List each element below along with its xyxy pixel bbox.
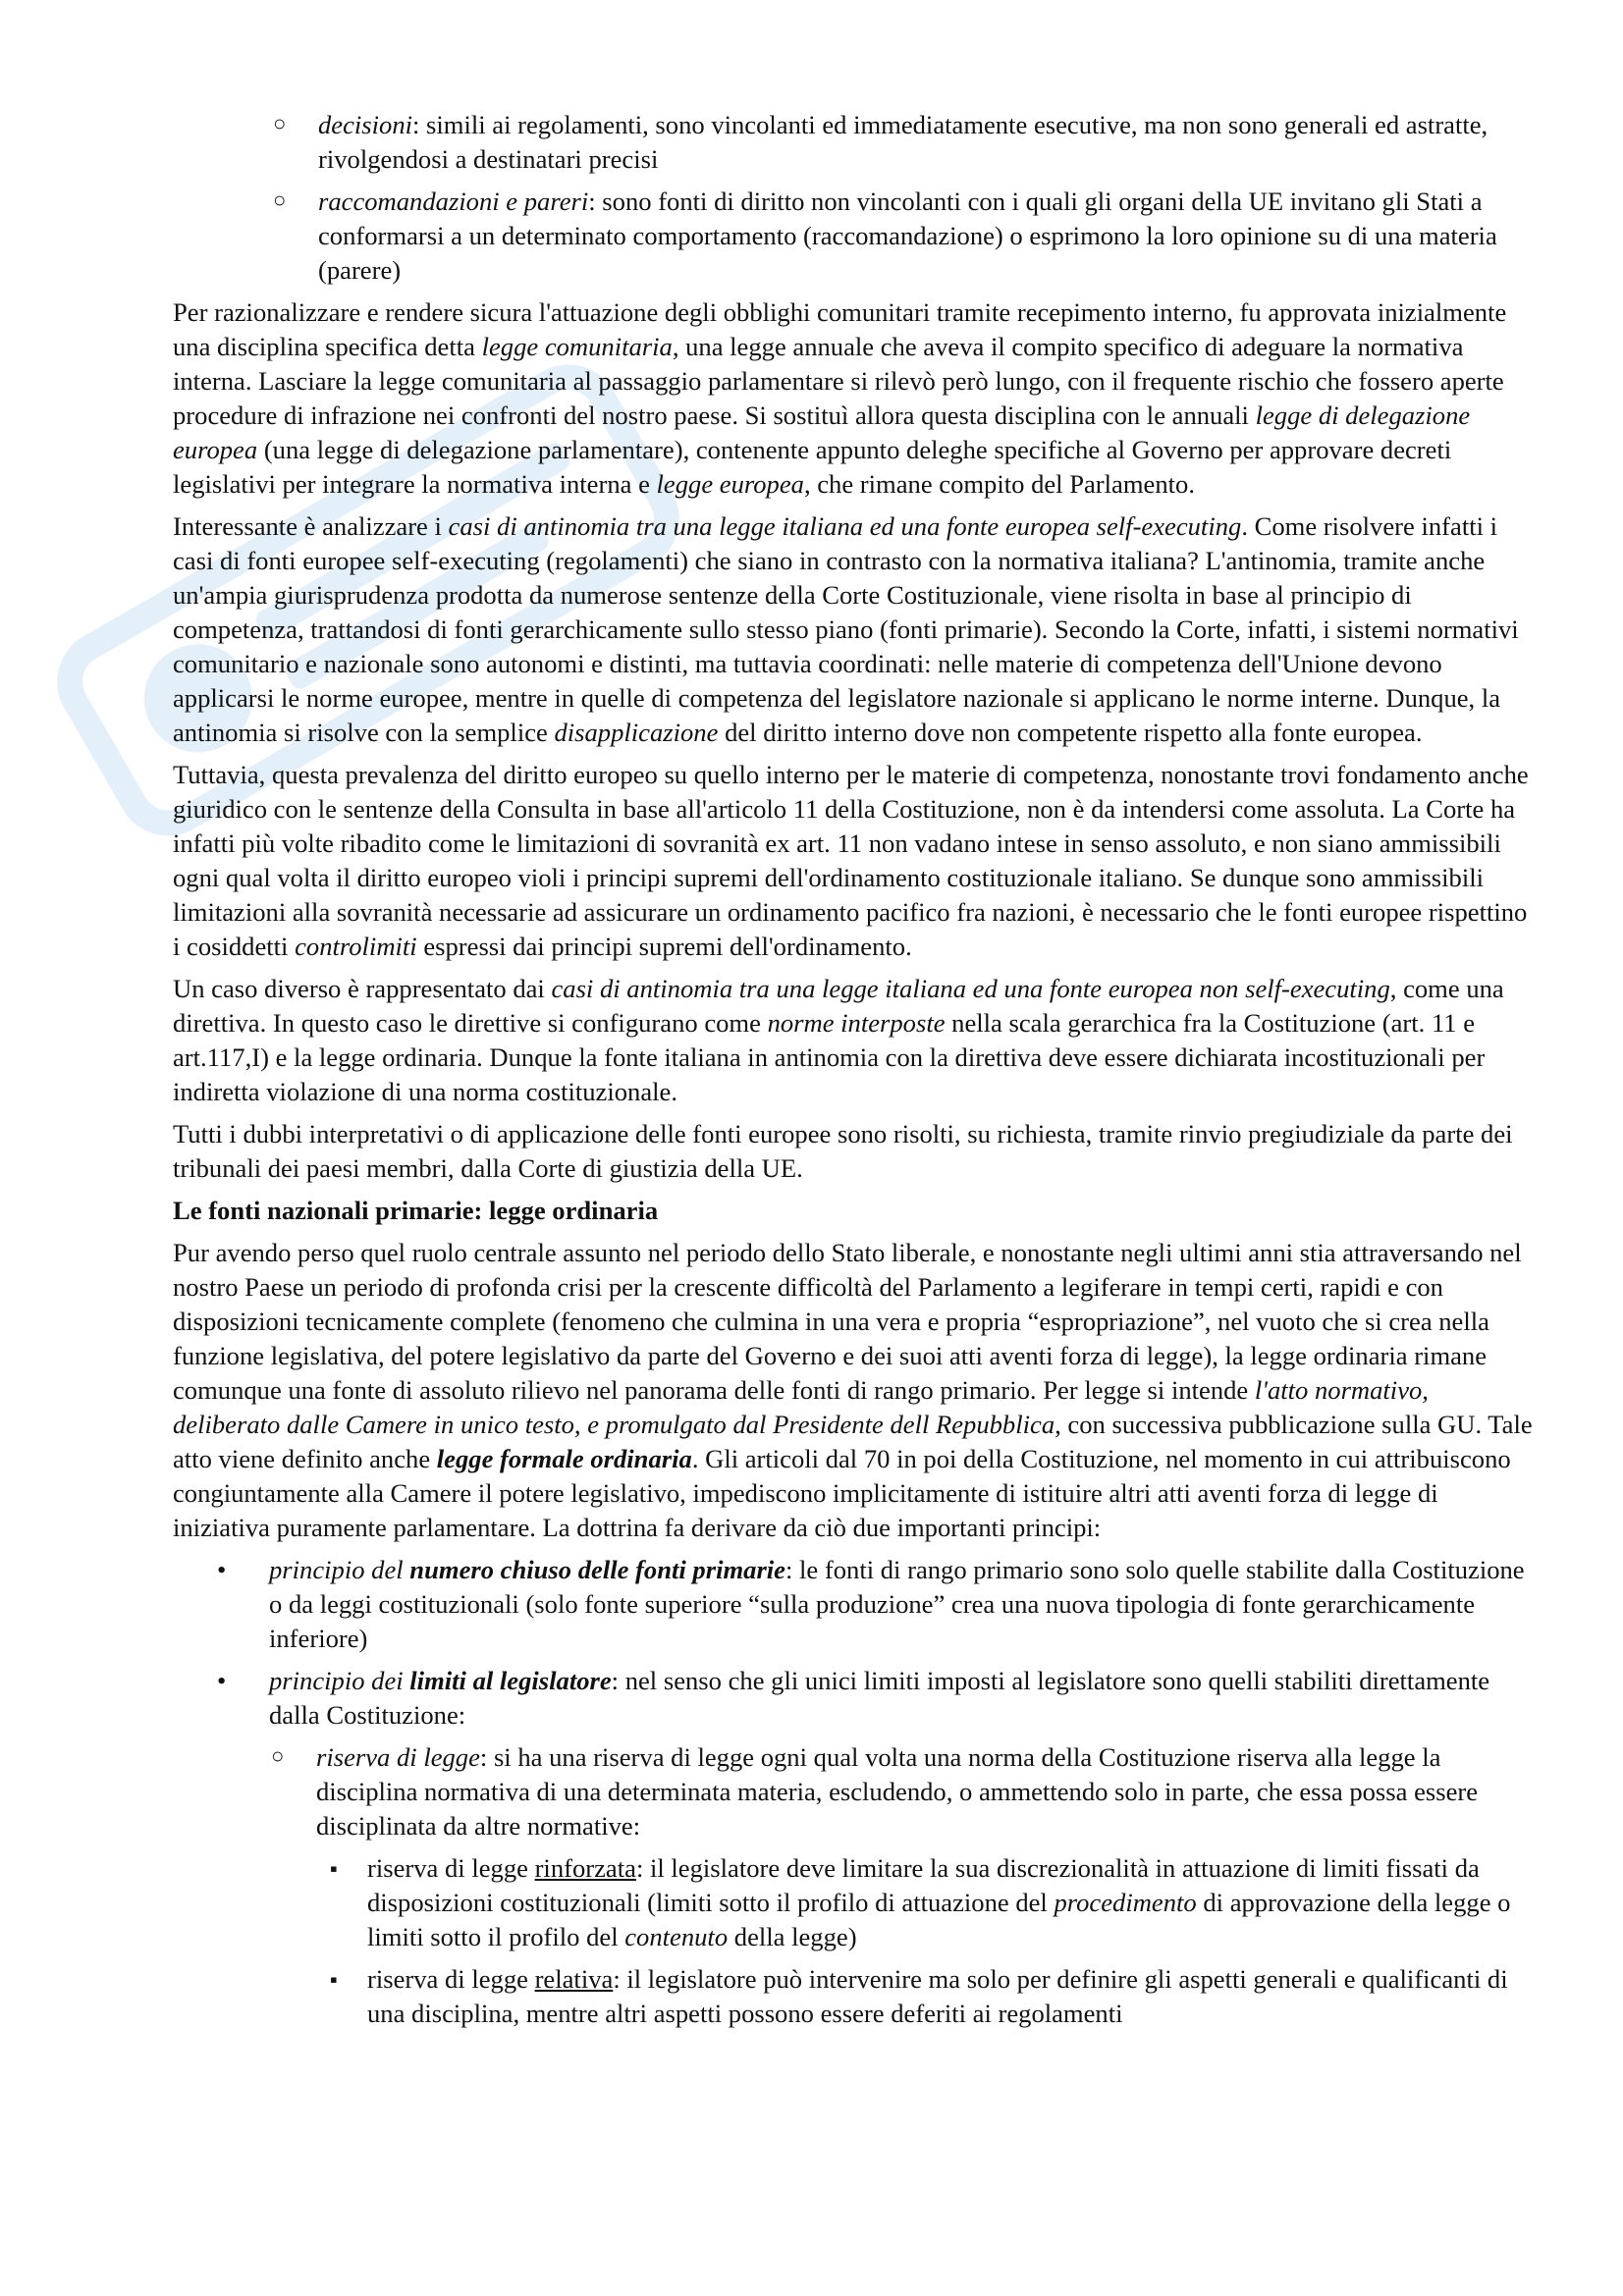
paragraph-legge-comunitaria: Per razionalizzare e rendere sicura l'attuazione degli obblighi comunitari tramite recepimento interno, fu approvata inizialmente una disciplina specifica detta legge comunitaria, una legge annuale che aveva il compito specifico di adeguare la normativa interna. Lasciare la legge comunitaria al passaggio parlamentare si rilevò però lungo, con il frequente rischio che fossero aperte procedure di infrazione nei confronti del nostro paese. Si sostituì allora questa disciplina con le annuali legge di delegazione europea (una legge di delegazione parlamentare), contenente appunto deleghe specifiche al Governo per approvare decreti legislativi per integrare la normativa interna e legge europea, che rimane compito del Parlamento. [173,297,1507,499]
list-item: • principio dei limiti al legislatore: nel senso che gli unici limiti imposti al legislatore sono quelli stabiliti direttamente dalla Costituzione: ○ riserva di legge: si ha una riserva di legge ogni qual volta una norma della Costituzione riserva alla legge la disciplina normativa di una determinata materia, escludendo, o ammettendo solo in parte, che essa possa essere disciplinata da altre normative: ▪ riserva di legge rinforzata: il legislatore deve limitare la sua discrezionalità in attuazione di limiti fissati da disposizioni costituzionali (limiti sotto il profilo di attuazione del procedimento di approvazione della legge o limiti sotto il profilo del contenuto della legge) ▪ riserva di legge relativa: il legislatore può intervenire ma solo per definire gli aspetti generali e qualificanti di una disciplina, mentre altri aspetti possono essere deferiti ai regolamenti [269,1664,1538,2031]
limits-list [316,1740,1538,2031]
list-item: • principio del numero chiuso delle fonti primarie: le fonti di rango primario sono solo quelle stabilite dalla Costituzione o da leggi costituzionali (solo fonte superiore “sulla produzione” crea una nuova tipologia di fonte gerarchicamente inferiore) [269,1553,1538,1656]
list-item: ▪ riserva di legge relativa: il legislatore può intervenire ma solo per definire gli aspetti generali e qualificanti di una disciplina, mentre altri aspetti possono essere deferiti ai regolamenti [367,1962,1538,2031]
paragraph-legge-ordinaria: Pur avendo perso quel ruolo centrale assunto nel periodo dello Stato liberale, e nonostante negli ultimi anni stia attraversando nel nostro Paese un periodo di profonda crisi per la crescente difficoltà del Parlamento a legiferare in tempi certi, rapidi e con disposizioni tecnicamente complete (fenomeno che culmina in una vera e propria “espropriazione”, nel vuoto che si crea nella funzione legislativa, del potere legislativo da parte del Governo e dei suoi atti aventi forza di legge), la legge ordinaria rimane comunque una fonte di assoluto rilievo nel panorama delle fonti di rango primario. Per legge si intende l'atto normativo, deliberato dalle Camere in unico testo, e promulgato dal Presidente dell Repubblica, con successiva pubblicazione sulla GU. Tale atto viene definito anche legge formale ordinaria. Gli articoli dal 70 in poi della Costituzione, nel momento in cui attribuiscono congiuntamente alla Camere il potere legislativo, impediscono implicitamente di istituire altri atti aventi forza di legge di iniziativa puramente parlamentare. La dottrina fa derivare da ciò due importanti principi: [173,1238,1533,1542]
riserva-types-list [367,1851,1538,2031]
paragraph-controlimiti: Tuttavia, questa prevalenza del diritto europeo su quello interno per le materie di competenza, nonostante trovi fondamento anche giuridico con le sentenze della Consulta in base all'articolo 11 della Costituzione, non è da intendersi come assoluta. La Corte ha infatti più volte ribadito come le limitazioni di sovranità ex art. 11 non vadano intese in senso assoluto, e non siano ammissibili ogni qual volta il diritto europeo violi i principi supremi dell'ordinamento costituzionale italiano. Se dunque sono ammissibili limitazioni alla sovranità necessarie ad assicurare un ordinamento pacifico fra nazioni, è necessario che le fonti europee rispettino i cosiddetti controlimiti espressi dai principi supremi dell'ordinamento. [173,760,1529,961]
principles-list [269,1553,1538,2031]
list-item: ▪ riserva di legge rinforzata: il legislatore deve limitare la sua discrezionalità in attuazione di limiti fissati da disposizioni costituzionali (limiti sotto il profilo di attuazione del procedimento di approvazione della legge o limiti sotto il profilo del contenuto della legge) [367,1851,1538,1954]
paragraph-antinomia-self-executing: Interessante è analizzare i casi di antinomia tra una legge italiana ed una fonte europea self-executing. Come risolvere infatti i casi di fonti europee self-executing (regolamenti) che siano in contrasto con la normativa italiana? L'antinomia, tramite anche un'ampia giurisprudenza prodotta da numerose sentenze della Corte Costituzionale, viene risolta in base al principio di competenza, trattandosi di fonti gerarchicamente sullo stesso piano (fonti primarie). Secondo la Corte, infatti, i sistemi normativi comunitario e nazionale sono autonomi e distinti, ma tuttavia coordinati: nelle materie di competenza dell'Unione devono applicarsi le norme europee, mentre in quelle di competenza del legislatore nazionale si applicano le norme interne. Dunque, la antinomia si risolve con la semplice disapplicazione del diritto interno dove non competente rispetto alla fonte europea. [173,511,1519,747]
act-type-list [318,108,1538,288]
list-item: ○ raccomandazioni e pareri: sono fonti di diritto non vincolanti con i quali gli organi della UE invitano gli Stati a conformarsi a un determinato comportamento (raccomandazione) o esprimono la loro opinione su di una materia (parere) [318,185,1538,288]
document-page [173,108,1538,2039]
section-heading: Le fonti nazionali primarie: legge ordinaria [173,1196,659,1225]
paragraph-rinvio-pregiudiziale: Tutti i dubbi interpretativi o di applicazione delle fonti europee sono risolti, su richiesta, tramite rinvio pregiudiziale da parte dei tribunali dei paesi membri, dalla Corte di giustizia della UE. [173,1119,1513,1183]
list-item: ○ decisioni: simili ai regolamenti, sono vincolanti ed immediatamente esecutive, ma non sono generali ed astratte, rivolgendosi a destinatari precisi [318,108,1538,177]
paragraph-non-self-executing: Un caso diverso è rappresentato dai casi di antinomia tra una legge italiana ed una fonte europea non self-executing, come una direttiva. In questo caso le direttive si configurano come norme interposte nella scala gerarchica fra la Costituzione (art. 11 e art.117,I) e la legge ordinaria. Dunque la fonte italiana in antinomia con la direttiva deve essere dichiarata incostituzionali per indiretta violazione di una norma costituzionale. [173,974,1504,1106]
list-item: ○ riserva di legge: si ha una riserva di legge ogni qual volta una norma della Costituzione riserva alla legge la disciplina normativa di una determinata materia, escludendo, o ammettendo solo in parte, che essa possa essere disciplinata da altre normative: ▪ riserva di legge rinforzata: il legislatore deve limitare la sua discrezionalità in attuazione di limiti fissati da disposizioni costituzionali (limiti sotto il profilo di attuazione del procedimento di approvazione della legge o limiti sotto il profilo del contenuto della legge) ▪ riserva di legge relativa: il legislatore può intervenire ma solo per definire gli aspetti generali e qualificanti di una disciplina, mentre altri aspetti possono essere deferiti ai regolamenti [316,1740,1538,2031]
